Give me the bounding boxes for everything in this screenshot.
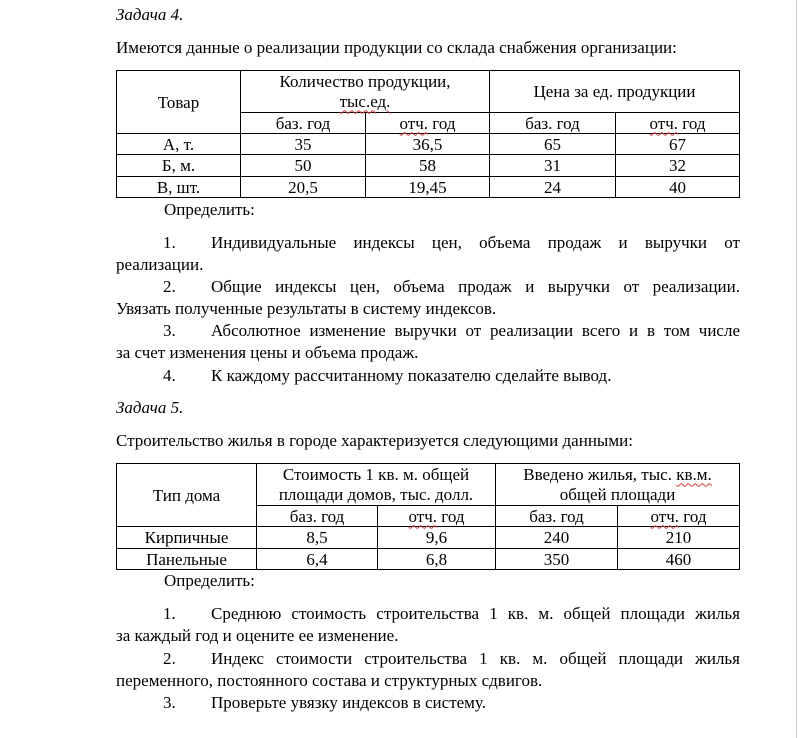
cell-type: Кирпичные [117,527,257,549]
table-row [117,134,740,155]
page-edge [796,0,797,738]
header-cost: Стоимость 1 кв. м. общей площади домов, тыс. долл. [257,464,496,506]
cell-c0: 8,5 [257,527,378,549]
cell-q1: 19,45 [366,177,490,198]
task4-define: Определить: [164,200,255,219]
cell-c0: 6,4 [257,549,378,570]
task5-title: Задача 5. [116,398,184,417]
cell-item: В, шт. [117,177,241,198]
cell-s0: 350 [496,549,618,570]
header-base-year: баз. год [490,113,616,134]
header-report-year: отч. год [618,506,740,527]
task4-item-1: 1. Индивидуальные индексы цен, объема продаж и выручки от реализации. [116,233,740,274]
table-row [117,177,740,198]
task4-item-3: 3. Абсолютное изменение выручки от реализации всего и в том числе за счет изменения цены и объема продаж. [116,321,740,362]
task4-title: Задача 4. [116,5,184,24]
header-base-year: баз. год [241,113,366,134]
table-row [117,549,740,570]
cell-q1: 58 [366,155,490,177]
header-price: Цена за ед. продукции [490,71,740,113]
header-report-year: отч. год [616,113,740,134]
table-row [117,527,740,549]
cell-p1: 32 [616,155,740,177]
cell-c1: 6,8 [378,549,496,570]
task5-item-1: 1. Среднюю стоимость строительства 1 кв. м. общей площади жилья за каждый год и оцените ее изменение. [116,604,740,645]
table-row [117,155,740,177]
cell-p0: 65 [490,134,616,155]
header-quantity: Количество продукции, тыс.ед. [241,71,490,113]
task4-table [116,70,740,198]
cell-type: Панельные [117,549,257,570]
header-base-year: баз. год [257,506,378,527]
header-base-year: баз. год [496,506,618,527]
header-item: Товар [117,71,241,134]
header-built: Введено жилья, тыс. кв.м. общей площади [496,464,740,506]
header-report-year: отч. год [378,506,496,527]
cell-p1: 67 [616,134,740,155]
task5-intro: Строительство жилья в городе характеризуется следующими данными: [116,431,633,450]
cell-p0: 31 [490,155,616,177]
cell-p1: 40 [616,177,740,198]
cell-item: Б, м. [117,155,241,177]
cell-s1: 460 [618,549,740,570]
task5-define: Определить: [164,571,255,590]
task4-intro: Имеются данные о реализации продукции со склада снабжения организации: [116,38,677,57]
cell-q0: 35 [241,134,366,155]
task5-item-2: 2. Индекс стоимости строительства 1 кв. м. общей площади жилья переменного, постоянного состава и структурных сдвигов. [116,649,740,690]
task4-item-2: 2. Общие индексы цен, объема продаж и выручки от реализации. Увязать полученные результаты в систему индексов. [116,277,740,318]
cell-item: А, т. [117,134,241,155]
cell-q1: 36,5 [366,134,490,155]
cell-s1: 210 [618,527,740,549]
task5-item-3: 3. Проверьте увязку индексов в систему. [163,693,486,712]
cell-p0: 24 [490,177,616,198]
task4-item-4: 4. К каждому рассчитанному показателю сделайте вывод. [163,366,612,385]
cell-c1: 9,6 [378,527,496,549]
task5-table [116,463,740,570]
header-report-year: отч. год [366,113,490,134]
cell-s0: 240 [496,527,618,549]
header-house-type: Тип дома [117,464,257,527]
cell-q0: 20,5 [241,177,366,198]
cell-q0: 50 [241,155,366,177]
